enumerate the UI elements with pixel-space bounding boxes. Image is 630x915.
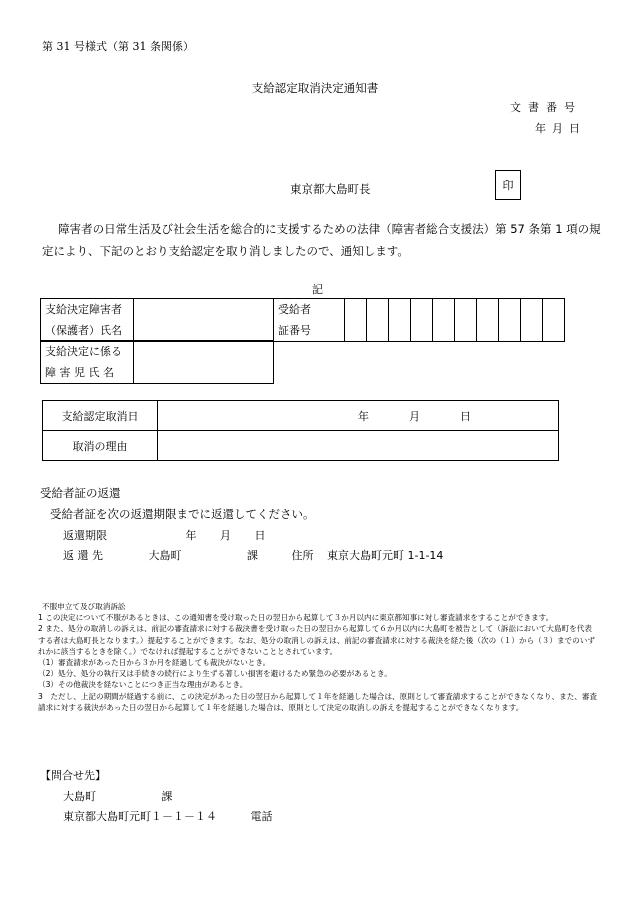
cancel-date-field[interactable] [158,401,559,431]
child-label-cell [41,341,134,384]
return-instruction: 受給者証を次の返還期限までに返還してください。 [50,507,315,521]
cert-digit-10[interactable] [543,299,565,342]
cancel-date-label-cell [43,401,158,431]
child-label-1: 支給決定に係る [45,345,122,358]
cert-digit-6[interactable] [455,299,477,342]
cert-digit-7[interactable] [477,299,499,342]
return-town: 大島町 [148,549,182,562]
cancel-table [42,400,559,461]
note-2: 2 また、処分の取消しの訴えは、前記の審査請求に対する裁決書を受け取った日の翌日から起算して６か月以内に大島町を被告として（訴訟において大島町を代表する者は大島町長となります。）提起することができます。なお、処分の取消しの訴えは、前記の審査請求に対する裁決を経た後（次の（１）から（３）までのいずれかに該当するときを除く。）でなければ提起することができないこととされています。 [38,624,595,656]
reason-label: 取消の理由 [72,439,128,453]
recipient-name-field[interactable] [134,299,274,342]
deadline-label: 返還期限 [63,529,107,542]
issuer-name: 東京都大島町長 [290,182,371,196]
cert-label-cell [274,299,345,342]
document-title: 支給認定取消決定通知書 [251,81,379,95]
recipient-label-1: 支給決定障害者 [45,303,122,316]
cancel-month: 月 [409,409,420,423]
note-2-2: （2）処分、処分の執行又は手続きの続行により生ずる著しい損害を避けるため緊急の必要があるとき。 [38,669,392,679]
form-id: 第 31 号様式（第 31 条関係） [42,40,194,53]
document-number-label: 文書番号 [510,101,582,114]
cert-digit-5[interactable] [433,299,455,342]
contact-tel-label: 電話 [250,810,273,823]
reason-field[interactable] [158,431,559,461]
contact-address: 東京都大島町元町１－１－１４ [63,810,217,823]
cert-digit-3[interactable] [389,299,411,342]
child-label-2: 障 害 児 氏 名 [45,366,114,379]
cancel-day: 日 [460,409,471,423]
deadline-year: 年 [185,529,197,542]
cancel-date-label: 支給認定取消日 [61,409,139,423]
return-address-label: 住所 [291,549,314,562]
deadline-month: 月 [220,529,231,542]
contact-address-row [63,808,273,824]
note-2-1: （1）審査請求があった日から３か月を経過しても裁決がないとき。 [38,658,271,668]
recipient-table [40,298,565,342]
recipient-label-cell [41,299,134,342]
child-name-field[interactable] [134,341,274,384]
contact-town: 大島町 [63,790,96,803]
cert-digit-2[interactable] [367,299,389,342]
body-paragraph: 障害者の日常生活及び社会生活を総合的に支援するための法律（障害者総合支援法）第 57 条第 1 項の規定により、下記のとおり支給認定を取り消しましたので、通知します。 [42,222,601,258]
contact-ka: 課 [161,790,173,803]
note-3: 3 ただし、上記の期間が経過する前に、この決定があった日の翌日から起算して１年を経過した場合は、原則として審査請求することができなくなり、また、審査請求に対する裁決があった日の翌日から起算して１年を経過した場合は、原則として決定の取消しの訴えを提起することができなくなります。 [38,691,598,712]
note-2-3: （3）その他裁決を経ないことにつき正当な理由があるとき。 [38,680,248,690]
return-to-row [63,547,443,563]
cert-label-1: 受給者 [278,303,311,316]
contact-dept-row [63,788,173,804]
cert-digit-1[interactable] [345,299,367,342]
return-deadline-row [63,527,266,543]
deadline-day: 日 [254,529,266,542]
return-to-label: 返 還 先 [63,549,103,562]
date-label: 年月日 [535,122,586,135]
appeal-notes [38,601,598,713]
seal-label: 印 [502,179,514,192]
seal-box [495,170,521,200]
notes-heading: 不服申立て及び取消訴訟 [42,602,126,611]
contact-heading: 【問合せ先】 [40,769,106,782]
cert-digit-9[interactable] [521,299,543,342]
return-ka: 課 [247,549,258,562]
recipient-label-2: （保護者）氏名 [45,324,122,337]
child-table [40,340,274,384]
cert-digit-4[interactable] [411,299,433,342]
cancel-year: 年 [358,409,369,423]
return-heading: 受給者証の返還 [40,486,121,500]
cert-label-2: 証番号 [278,324,311,337]
cert-digit-8[interactable] [499,299,521,342]
return-address: 東京大島町元町 1-1-14 [327,549,444,562]
reason-label-cell [43,431,158,461]
ki-label: 記 [312,283,323,296]
note-1: 1 この決定について不服があるときは、この通知書を受け取った日の翌日から起算して３か月以内に東京都知事に対し審査請求をすることができます。 [38,613,554,623]
